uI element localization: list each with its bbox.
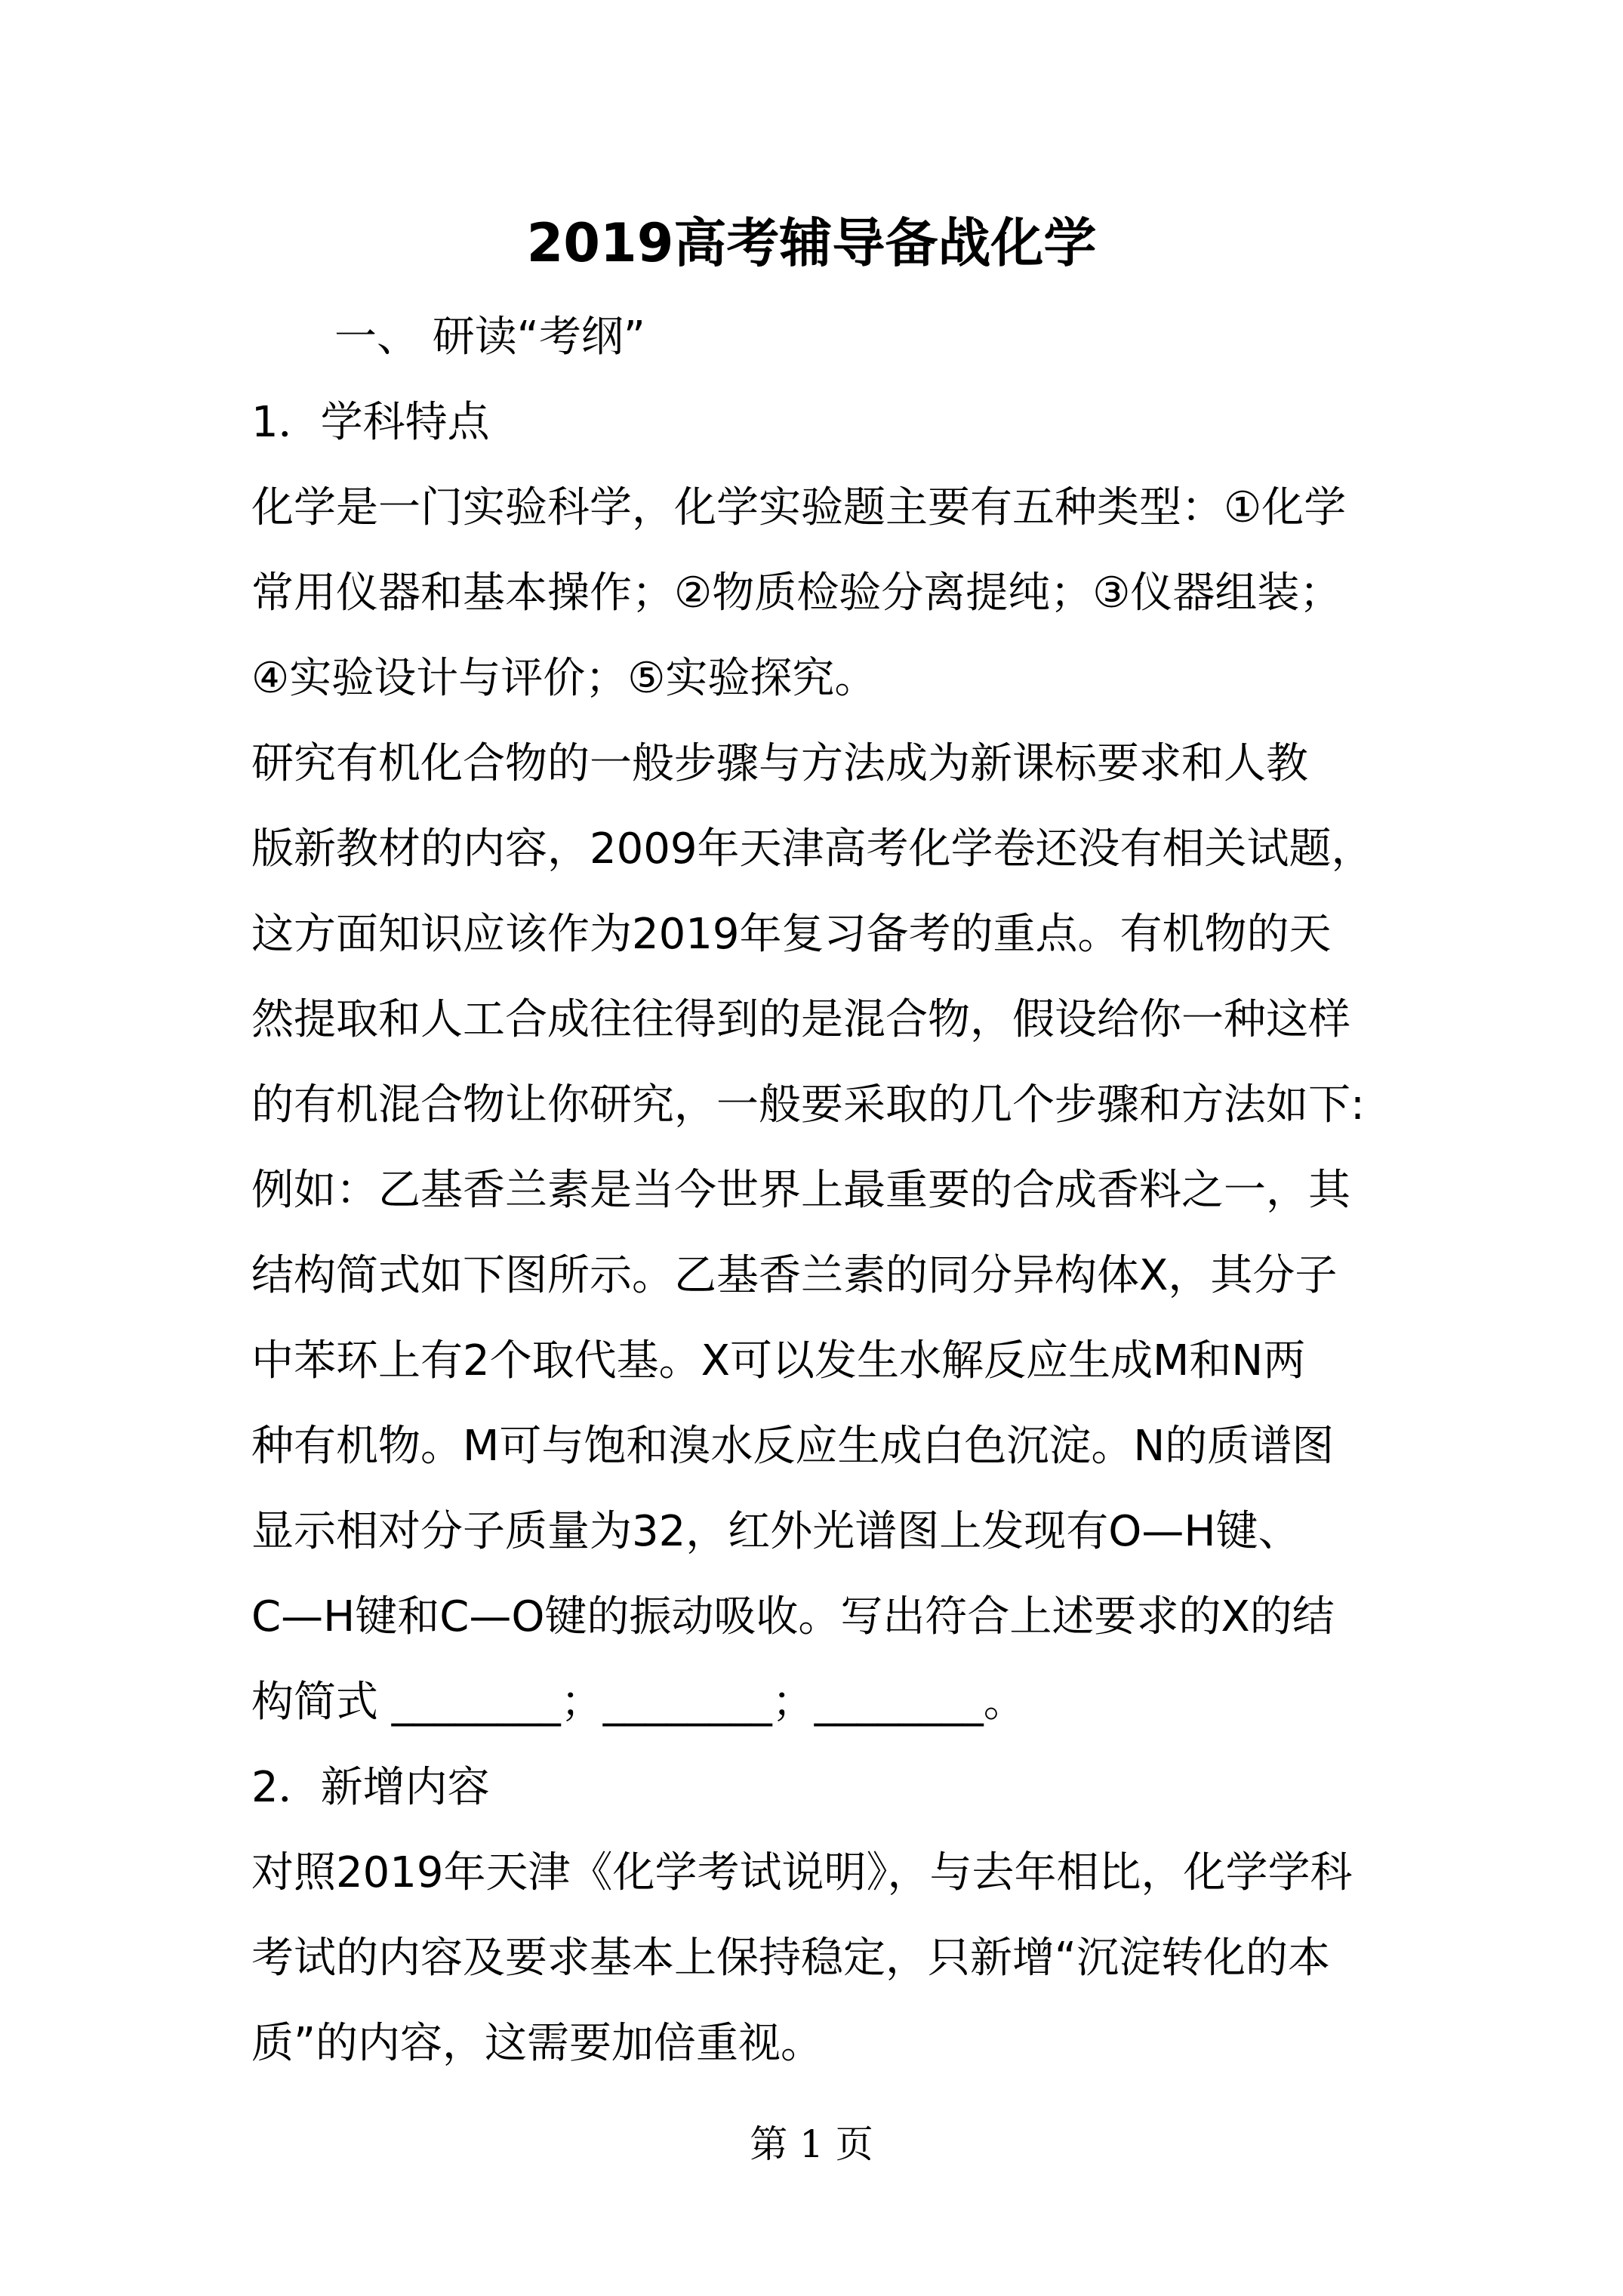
paragraph-2-line-9: 种有机物。M可与饱和溴水反应生成白色沉淀。N的质谱图 (251, 1422, 1335, 1471)
paragraph-2-line-3: 这方面知识应该作为2019年复习备考的重点。有机物的天 (251, 910, 1332, 959)
subsection-heading-2: 2．新增内容 (251, 1763, 490, 1812)
paragraph-2-line-10: 显示相对分子质量为32，红外光谱图上发现有O—H键、 (251, 1507, 1301, 1556)
paragraph-1-line-3: ④实验设计与评价；⑤实验探究。 (251, 654, 877, 703)
paragraph-2-line-4: 然提取和人工合成往往得到的是混合物，假设给你一种这样 (251, 995, 1350, 1044)
answer-blanks-line: 构简式 ________；________；________。 (251, 1678, 1026, 1727)
paragraph-3-line-3: 质”的内容，这需要加倍重视。 (251, 2019, 824, 2068)
subsection-heading-1: 1．学科特点 (251, 398, 490, 447)
paragraph-2-line-7: 结构简式如下图所示。乙基香兰素的同分异构体X，其分子 (251, 1251, 1338, 1300)
page-number-footer: 第 1 页 (750, 2122, 873, 2166)
paragraph-2-line-11: C—H键和C—O键的振动吸收。写出符合上述要求的X的结 (251, 1592, 1335, 1641)
paragraph-2-line-1: 研究有机化合物的一般步骤与方法成为新课标要求和人教 (251, 739, 1308, 788)
paragraph-2-line-5: 的有机混合物让你研究，一般要采取的几个步骤和方法如下: (251, 1080, 1365, 1130)
paragraph-2-line-8: 中苯环上有2个取代基。X可以发生水解反应生成M和N两 (251, 1336, 1306, 1385)
paragraph-1-line-2: 常用仪器和基本操作；②物质检验分离提纯；③仪器组装； (251, 569, 1342, 618)
paragraph-1-line-1: 化学是一门实验科学，化学实验题主要有五种类型：①化学 (251, 483, 1347, 532)
paragraph-2-line-2: 版新教材的内容，2009年天津高考化学卷还没有相关试题， (251, 824, 1374, 874)
document-body (251, 294, 1391, 2086)
document-title: 2019高考辅导备战化学 (526, 212, 1097, 274)
section-heading-1: 一、 研读“考纲” (334, 313, 645, 362)
paragraph-2-line-6: 例如：乙基香兰素是当今世界上最重要的合成香料之一，其 (251, 1166, 1350, 1215)
paragraph-3-line-2: 考试的内容及要求基本上保持稳定，只新增“沉淀转化的本 (251, 1934, 1331, 1983)
paragraph-3-line-1: 对照2019年天津《化学考试说明》，与去年相比，化学学科 (251, 1848, 1353, 1897)
